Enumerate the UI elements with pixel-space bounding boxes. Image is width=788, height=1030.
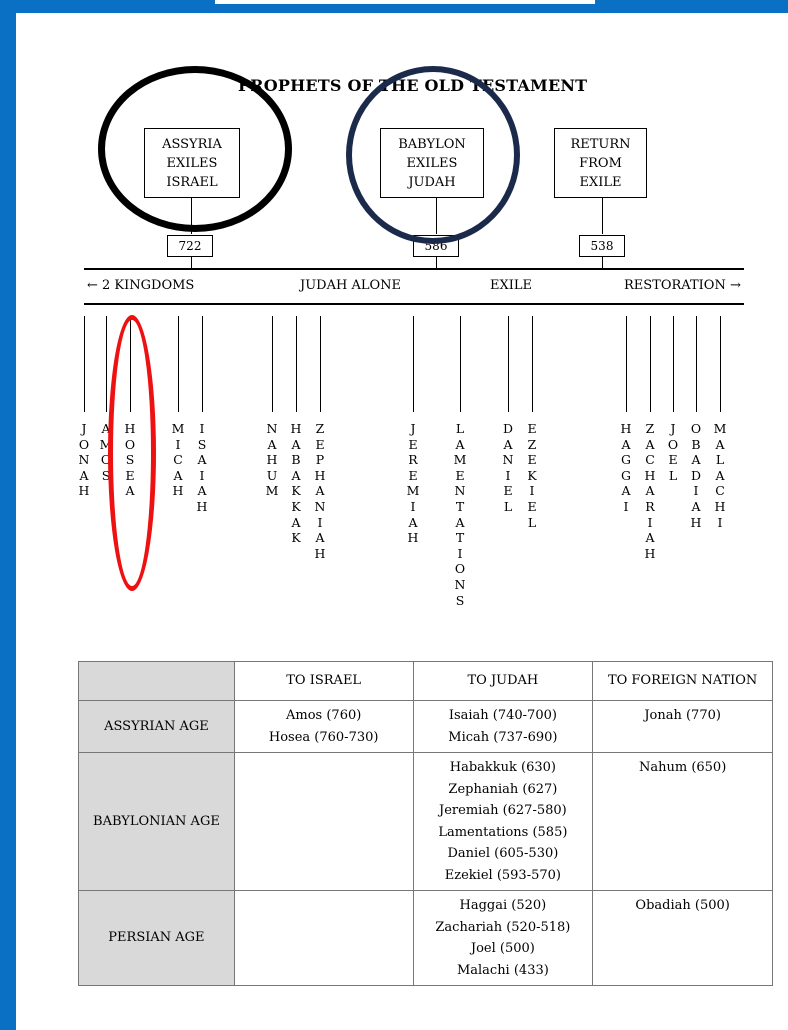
- prophet-entry: Lamentations (585): [438, 824, 568, 840]
- prophet-name: J O N A H: [78, 421, 90, 499]
- prophet-name: J O E L: [667, 421, 679, 483]
- table-header-cell: [79, 662, 235, 701]
- prophet-line: [106, 316, 107, 412]
- prophet-name: N A H U M: [265, 421, 279, 499]
- event-box-return: [554, 128, 647, 198]
- prophet-line: [508, 316, 509, 412]
- prophet-entry: Habakkuk (630): [449, 760, 557, 775]
- prophet-name: H O S E A: [124, 421, 136, 499]
- prophets-cell-israel: [234, 753, 413, 891]
- prophet-name: Z E P H A N I A H: [314, 421, 326, 561]
- event-line: BABYLON: [398, 137, 466, 152]
- prophet-entry: Obadiah (500): [635, 898, 730, 913]
- prophet-line: [673, 316, 674, 412]
- table-row: [79, 753, 773, 891]
- event-line: ISRAEL: [166, 175, 218, 190]
- page-title: PROPHETS OF THE OLD TESTAMENT: [238, 76, 588, 95]
- prophet-entry: Ezekiel (593-570): [444, 867, 561, 883]
- table-header-row: [79, 662, 773, 701]
- table-header-cell: TO ISRAEL: [234, 662, 413, 701]
- prophet-name: M A L A C H I: [713, 421, 727, 530]
- prophet-entry: Amos (760): [286, 708, 362, 723]
- prophet-name: L A M E N T A T I O N S: [453, 421, 467, 608]
- prophet-entry: Jonah (770): [644, 708, 721, 723]
- prophets-cell-foreign: [593, 701, 773, 753]
- prophet-line: [320, 316, 321, 412]
- era-two-kingdoms: ← 2 KINGDOMS: [87, 278, 195, 293]
- prophet-line: [696, 316, 697, 412]
- prophets-cell-israel: [234, 701, 413, 753]
- era-judah-alone: JUDAH ALONE: [300, 278, 401, 293]
- prophet-line: [460, 316, 461, 412]
- event-line: RETURN: [570, 137, 631, 152]
- era-exile: EXILE: [490, 278, 533, 293]
- prophet-name: D A N I E L: [502, 421, 514, 514]
- event-line: ASSYRIA: [162, 137, 222, 152]
- table-row: [79, 701, 773, 753]
- prophet-entry: Micah (737-690): [448, 729, 558, 745]
- age-label: BABYLONIAN AGE: [79, 753, 235, 891]
- event-line: EXILES: [166, 156, 218, 171]
- prophet-line: [532, 316, 533, 412]
- prophet-line: [178, 316, 179, 412]
- prophets-cell-judah: [413, 753, 593, 891]
- prophet-name: J E R E M I A H: [406, 421, 420, 546]
- connector-line: [436, 257, 437, 268]
- event-line: EXILES: [406, 156, 458, 171]
- prophet-name: E Z E K I E L: [527, 421, 537, 530]
- age-label: PERSIAN AGE: [79, 891, 235, 986]
- prophets-cell-israel: [234, 891, 413, 986]
- prophet-name: A M O S: [99, 421, 113, 483]
- prophet-entry: Daniel (605-530): [447, 846, 559, 861]
- black-circle-annotation: [98, 66, 292, 232]
- prophet-name: M I C A H: [171, 421, 185, 499]
- red-oval-annotation: [108, 315, 156, 591]
- connector-line: [602, 198, 603, 234]
- prophet-entry: Nahum (650): [638, 760, 727, 775]
- prophet-entry: Zephaniah (627): [448, 781, 558, 797]
- year-box: 538: [579, 235, 625, 257]
- prophet-line: [720, 316, 721, 412]
- connector-line: [191, 257, 192, 268]
- event-line: EXILE: [579, 175, 622, 190]
- prophet-name: I S A I A H: [196, 421, 208, 514]
- prophets-cell-judah: [413, 891, 593, 986]
- prophet-entry: Haggai (520): [459, 898, 547, 913]
- prophet-line: [650, 316, 651, 412]
- prophet-entry: Zachariah (520-518): [435, 919, 571, 935]
- event-line: JUDAH: [408, 175, 456, 190]
- prophet-entry: Malachi (433): [456, 962, 549, 978]
- prophet-name: O B A D I A H: [690, 421, 702, 530]
- prophet-name: Z A C H A R I A H: [644, 421, 656, 561]
- prophets-by-age-table: [78, 661, 773, 986]
- prophet-entry: Jeremiah (627-580): [439, 803, 567, 818]
- prophet-line: [202, 316, 203, 412]
- top-bar: [215, 0, 595, 4]
- prophet-entry: Hosea (760-730): [268, 729, 379, 745]
- prophet-line: [272, 316, 273, 412]
- table-header-cell: TO JUDAH: [413, 662, 593, 701]
- prophet-line: [84, 316, 85, 412]
- age-label: ASSYRIAN AGE: [79, 701, 235, 753]
- prophets-cell-foreign: [593, 891, 773, 986]
- era-restoration: RESTORATION →: [624, 278, 741, 293]
- timeline-top-line: [84, 268, 744, 270]
- prophet-entry: Joel (500): [470, 941, 535, 956]
- prophets-cell-foreign: [593, 753, 773, 891]
- table-row: [79, 891, 773, 986]
- prophet-name: H A B A K K A K: [290, 421, 302, 546]
- navy-circle-annotation: [346, 66, 520, 244]
- connector-line: [602, 257, 603, 268]
- table-header-cell: TO FOREIGN NATION: [593, 662, 773, 701]
- prophet-name: H A G G A I: [620, 421, 632, 514]
- timeline-bottom-line: [84, 303, 744, 305]
- prophet-line: [626, 316, 627, 412]
- year-box: 586: [413, 235, 459, 257]
- prophet-line: [413, 316, 414, 412]
- prophet-entry: Isaiah (740-700): [448, 708, 557, 723]
- prophets-cell-judah: [413, 701, 593, 753]
- prophet-line: [296, 316, 297, 412]
- year-box: 722: [167, 235, 213, 257]
- event-line: FROM: [579, 156, 622, 171]
